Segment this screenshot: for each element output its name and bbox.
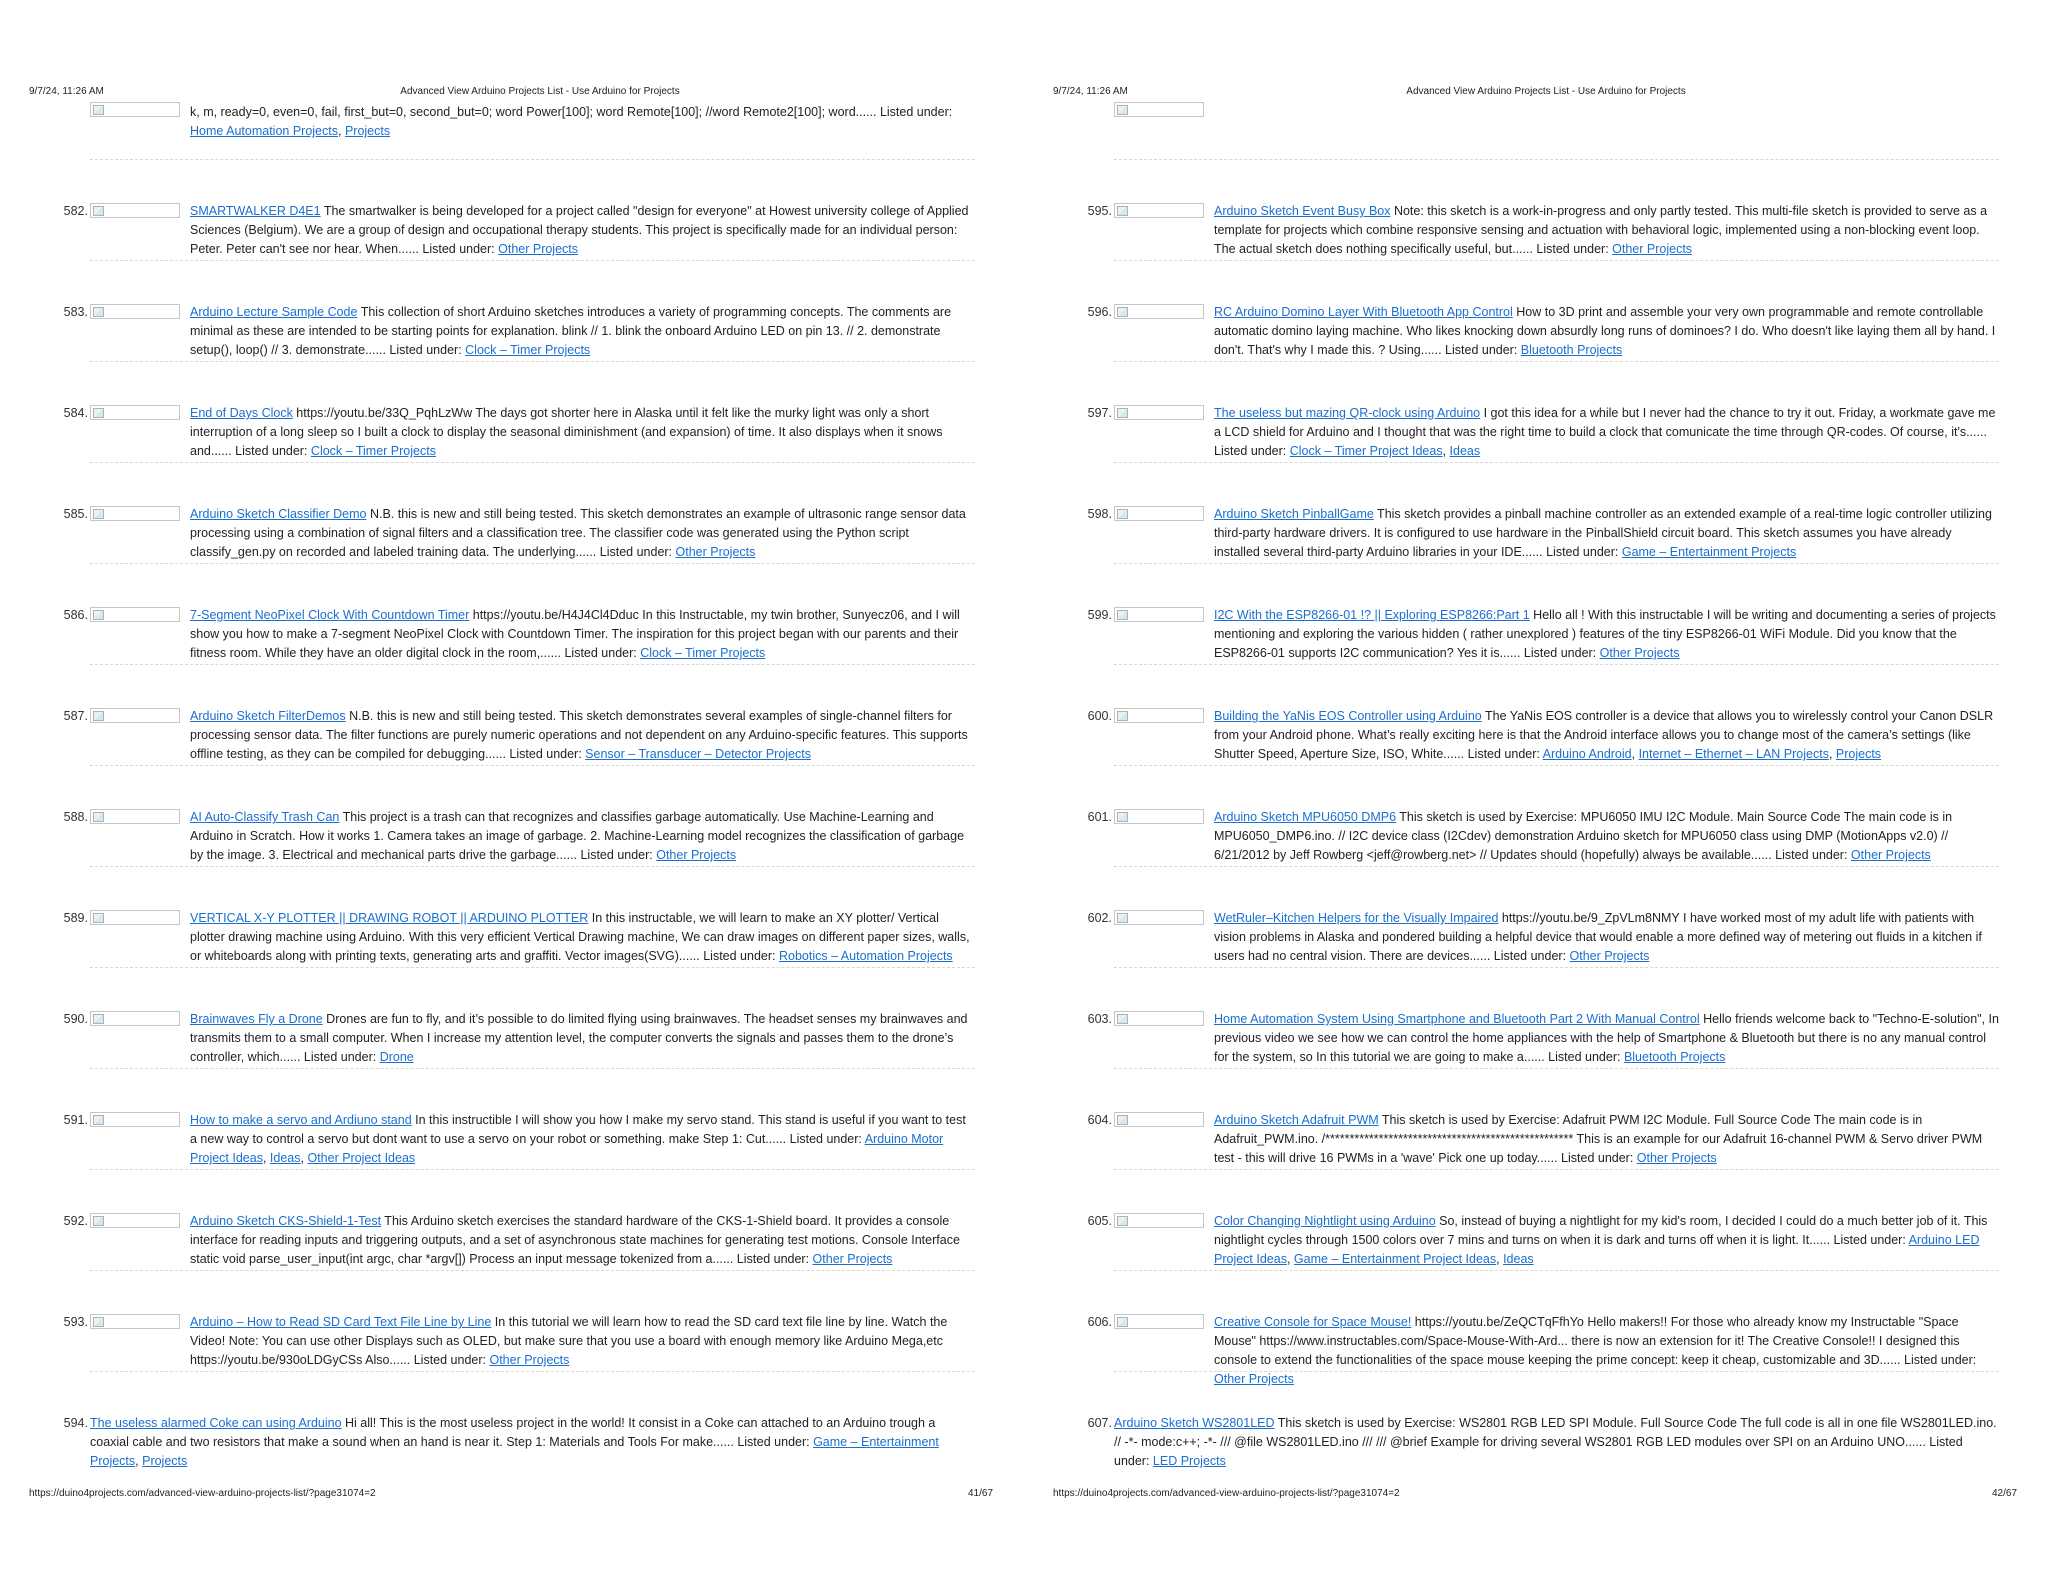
thumbnail-image[interactable] bbox=[1114, 1213, 1204, 1228]
entry-text bbox=[1214, 202, 1999, 259]
project-description: https://youtu.be/ZeQCTqFfhYo Hello makers!! For those who already know my Instructable "Space Mouse" https://www.instructables.com/Space-Mouse-With-Ard... there is now an extension for it! The Creative Console!! I designed this console to extend the functionalities of the space mouse keeping the prime concept: keep it cheap, customizable and 3D...... Listed under: bbox=[1214, 1315, 1977, 1367]
category-link[interactable]: Sensor – Transducer – Detector Projects bbox=[585, 747, 811, 761]
thumbnail-image[interactable] bbox=[90, 304, 180, 319]
project-description: Hi all! This is the most useless project in the world! It consist in a Coke can attached to an Arduino trough a coaxial cable and two resistors that make a sound when an hand is near it. Step 1: Materials and Tools For make...... Listed under: bbox=[90, 1416, 936, 1449]
entry-number: 600. bbox=[1087, 709, 1112, 723]
category-link[interactable]: Ideas bbox=[1449, 444, 1481, 458]
category-link[interactable]: LED Projects bbox=[1152, 1454, 1226, 1468]
project-title-link[interactable]: Arduino Sketch WS2801LED bbox=[1114, 1416, 1275, 1430]
entry-number: 601. bbox=[1087, 810, 1112, 824]
category-link[interactable]: Clock – Timer Project Ideas bbox=[1289, 444, 1443, 458]
thumbnail-image[interactable] bbox=[90, 405, 180, 420]
project-title-link[interactable]: Arduino Sketch Adafruit PWM bbox=[1214, 1113, 1379, 1127]
entry-text bbox=[190, 707, 975, 764]
category-link[interactable]: Other Project Ideas bbox=[307, 1151, 416, 1165]
entry-number: 590. bbox=[63, 1012, 88, 1026]
entry-separator bbox=[1114, 765, 1999, 766]
category-link[interactable]: Game – Entertainment Project Ideas bbox=[1293, 1252, 1497, 1266]
project-title-link[interactable]: RC Arduino Domino Layer With Bluetooth App Control bbox=[1214, 305, 1513, 319]
project-description: This collection of short Arduino sketches introduces a variety of programming concepts. The comments are minimal as these are intended to be starting points for explanation. blink // 1. blink the onboard Arduino LED on pin 13. // 2. demonstrate setup(), loop() // 3. demonstrate...... Listed under: bbox=[190, 305, 952, 357]
entry-number: 592. bbox=[63, 1214, 88, 1228]
category-link[interactable]: Other Projects bbox=[1850, 848, 1931, 862]
project-description: Note: this sketch is a work-in-progress and only partly tested. This multi-file sketch is provided to serve as a template for projects which combine responsive sensing and actuation with behavioral logic, implemented using a non-blocking event loop. The actual sketch does nothing specifically useful, but...... Listed under: bbox=[1214, 204, 1988, 256]
header-title: Advanced View Arduino Projects List - Use Arduino for Projects bbox=[1406, 86, 1686, 97]
page-42 bbox=[1024, 0, 2048, 1582]
entry-number: 582. bbox=[63, 204, 88, 218]
entry-text bbox=[190, 606, 975, 663]
entry-number: 584. bbox=[63, 406, 88, 420]
entry-separator bbox=[90, 361, 975, 362]
page-number: 41/67 bbox=[968, 1488, 994, 1499]
entry-number: 588. bbox=[63, 810, 88, 824]
entry-text bbox=[190, 808, 975, 865]
thumbnail-image[interactable] bbox=[90, 1011, 180, 1026]
category-link[interactable]: Other Projects bbox=[675, 545, 756, 559]
thumbnail-image[interactable] bbox=[90, 1314, 180, 1329]
category-link[interactable]: Other Projects bbox=[656, 848, 737, 862]
entry-text: The useless but mazing QR-clock using Arduino I got this idea for a while but I never had the chance to try it out. Friday, a workmate gave me a LCD shield for Arduino and I thought that was the right time to build a clock that comunicate the time through QR-codes. Of course, it's...... Listed under: Clock – Timer Project Ideas, Ideas bbox=[1214, 406, 1996, 458]
page-number: 42/67 bbox=[1992, 1488, 2018, 1499]
category-link[interactable]: Other Projects bbox=[1599, 646, 1680, 660]
entry-number: 583. bbox=[63, 305, 88, 319]
project-title-link[interactable]: The useless alarmed Coke can using Arduino bbox=[90, 1416, 342, 1430]
entry-text bbox=[190, 505, 975, 562]
entry-text bbox=[1214, 1111, 1999, 1168]
entry-separator bbox=[90, 765, 975, 766]
entry-separator bbox=[1114, 664, 1999, 665]
entry-text bbox=[190, 1010, 975, 1067]
project-description: So, instead of buying a nightlight for my kid's room, I decided I could do a much better job of it. This nightlight cycles through 1500 colors over 7 mins and turns on when it is dark and turns off when it is light. It...... Listed under: bbox=[1214, 1214, 1988, 1247]
entry-separator bbox=[90, 1068, 975, 1069]
project-title-link[interactable]: VERTICAL X-Y PLOTTER || DRAWING ROBOT || ARDUINO PLOTTER bbox=[190, 911, 589, 925]
entry-number: 602. bbox=[1087, 911, 1112, 925]
category-link[interactable]: Arduino Motor Project Ideas bbox=[190, 1132, 944, 1165]
category-link[interactable]: Other Projects bbox=[489, 1353, 570, 1367]
category-link[interactable]: Projects bbox=[344, 124, 391, 138]
project-title-link[interactable]: Building the YaNis EOS Controller using Arduino bbox=[1214, 709, 1482, 723]
entry-separator bbox=[90, 967, 975, 968]
thumbnail-image[interactable] bbox=[1114, 405, 1204, 420]
footer-url: https://duino4projects.com/advanced-view-arduino-projects-list/?page31074=2 bbox=[1053, 1488, 1400, 1499]
thumbnail-image[interactable] bbox=[1114, 1011, 1204, 1026]
entry-text: The useless alarmed Coke can using Arduino Hi all! This is the most useless project in the world! It consist in a Coke can attached to an Arduino trough a coaxial cable and two resistors that make a sound when an hand is near it. Step 1: Materials and Tools For make...... Listed under: Game – Entertainment Projects, Projects bbox=[90, 1416, 939, 1468]
project-description: N.B. this is new and still being tested. This sketch demonstrates several examples of single-channel filters for processing sensor data. The filter functions are purely numeric operations and not dependent on any Arduino-specific features. This supports offline testing, as they can be compiled for debugging...... Listed under: bbox=[190, 709, 968, 761]
entry-text bbox=[1114, 1414, 1999, 1471]
entry-number: 605. bbox=[1087, 1214, 1112, 1228]
project-title-link[interactable]: The useless but mazing QR-clock using Arduino bbox=[1214, 406, 1481, 420]
project-title-link[interactable]: Arduino Lecture Sample Code bbox=[190, 305, 358, 319]
entry-separator bbox=[1114, 563, 1999, 564]
category-link[interactable]: Other Projects bbox=[812, 1252, 893, 1266]
category-link[interactable]: Internet – Ethernet – LAN Projects bbox=[1638, 747, 1829, 761]
category-link[interactable]: Home Automation Projects bbox=[190, 124, 338, 138]
project-description: How to 3D print and assemble your very own programmable and remote controllable automatic domino laying machine. Who likes knocking down absurdly long runs of dominoes? I do. Who doesn't like laying them all by hand. I don't. That's why I made this. ? Using...... Listed under: bbox=[1214, 305, 1996, 357]
thumbnail-image[interactable] bbox=[1114, 1112, 1204, 1127]
thumbnail-image[interactable] bbox=[1114, 304, 1204, 319]
entry-text bbox=[1214, 1010, 1999, 1067]
project-title-link[interactable]: Color Changing Nightlight using Arduino bbox=[1214, 1214, 1436, 1228]
entry-separator bbox=[1114, 159, 1999, 160]
project-description: This sketch is used by Exercise: WS2801 RGB LED SPI Module. Full Source Code The full code is all in one file WS2801LED.ino. // -*- mode:c++; -*- /// @file WS2801LED.ino /// /// @brief Example for driving several WS2801 RGB LED modules over SPI on an Arduino UNO...... Listed under: bbox=[1114, 1416, 1997, 1468]
project-title-link[interactable]: Arduino Sketch Classifier Demo bbox=[190, 507, 367, 521]
category-link[interactable]: Other Projects bbox=[1569, 949, 1650, 963]
entry-number: 607. bbox=[1087, 1416, 1112, 1430]
project-title-link[interactable]: 7-Segment NeoPixel Clock With Countdown Timer bbox=[190, 608, 470, 622]
category-link[interactable]: Bluetooth Projects bbox=[1623, 1050, 1726, 1064]
category-link[interactable]: Other Projects bbox=[1636, 1151, 1717, 1165]
thumbnail-image[interactable] bbox=[90, 607, 180, 622]
entry-separator bbox=[1114, 260, 1999, 261]
entry-separator bbox=[90, 260, 975, 261]
project-description: https://youtu.be/9_ZpVLm8NMY I have worked most of my adult life with patients with vision problems in Alaska and pondered building a helpful device that would enable a more defined way of metering out fluids in a kitchen if users had no central vision. There are devices...... Listed under: bbox=[1214, 911, 1982, 963]
entry-text bbox=[1214, 505, 1999, 562]
entry-number: 596. bbox=[1087, 305, 1112, 319]
entry-separator bbox=[1114, 462, 1999, 463]
project-title-link[interactable]: Arduino Sketch FilterDemos bbox=[190, 709, 346, 723]
entry-text bbox=[1214, 1313, 1999, 1389]
category-link[interactable]: Clock – Timer Projects bbox=[465, 343, 591, 357]
category-link[interactable]: Drone bbox=[379, 1050, 414, 1064]
entry-text: How to make a servo and Ardiuno stand In this instructible I will show you how I make my servo stand. This stand is useful if you want to test a new way to control a servo but dont want to use a servo on your robot or something. make Step 1: Cut...... Listed under: Arduino Motor Project Ideas, Ideas, Other Project Ideas bbox=[190, 1113, 966, 1165]
entry-separator bbox=[90, 1270, 975, 1271]
project-description: I got this idea for a while but I never had the chance to try it out. Friday, a workmate gave me a LCD shield for Arduino and I thought that was the right time to build a clock that comunicate the time through QR-codes. Of course, it's...... Listed under: bbox=[1214, 406, 1996, 458]
thumbnail-image[interactable] bbox=[90, 203, 180, 218]
thumbnail-image[interactable] bbox=[1114, 102, 1204, 117]
entry-separator bbox=[90, 563, 975, 564]
entry-number: 585. bbox=[63, 507, 88, 521]
entry-number: 599. bbox=[1087, 608, 1112, 622]
project-description: This sketch is used by Exercise: Adafruit PWM I2C Module. Full Source Code The main code is in Adafruit_PWM.ino. /*************************************************** This is an example for our Adafruit 16-channel PWM & Servo driver PWM test - this will drive 16 PWMs in a 'wave' Pick one up today...... Listed under: bbox=[1214, 1113, 1983, 1165]
thumbnail-image[interactable] bbox=[1114, 809, 1204, 824]
entry-text bbox=[190, 1313, 975, 1370]
entry-text bbox=[190, 202, 975, 259]
header-date: 9/7/24, 11:26 AM bbox=[29, 86, 104, 97]
entry-separator bbox=[90, 1169, 975, 1170]
project-title-link[interactable]: Arduino – How to Read SD Card Text File Line by Line bbox=[190, 1315, 492, 1329]
entry-text bbox=[1214, 909, 1999, 966]
category-link[interactable]: Clock – Timer Projects bbox=[310, 444, 436, 458]
project-title-link[interactable]: I2C With the ESP8266-01 !? || Exploring ESP8266:Part 1 bbox=[1214, 608, 1530, 622]
project-description: In this tutorial we will learn how to read the SD card text file line by line. Watch the Video! Note: You can use other Displays such as OLED, but make sure that you use a board with enough memory like Arduino Mega,etc https://youtu.be/930oLDGyCSs Also...... Listed under: bbox=[190, 1315, 948, 1367]
entry-number: 589. bbox=[63, 911, 88, 925]
project-description: https://youtu.be/H4J4Cl4Dduc In this Instructable, my twin brother, Sunyecz06, and I will show you how to make a 7-segment NeoPixel Clock with Countdown Timer. The inspiration for this project began with our parents and their fitness room. While they have an older digital clock in the room,...... Listed under: bbox=[190, 608, 960, 660]
thumbnail-image[interactable] bbox=[1114, 607, 1204, 622]
category-link[interactable]: Arduino LED Project Ideas bbox=[1214, 1233, 1980, 1266]
project-title-link[interactable]: Brainwaves Fly a Drone bbox=[190, 1012, 323, 1026]
thumbnail-image[interactable] bbox=[90, 910, 180, 925]
thumbnail-image[interactable] bbox=[1114, 506, 1204, 521]
entry-separator bbox=[90, 664, 975, 665]
entry-separator bbox=[1114, 1371, 1999, 1372]
thumbnail-image[interactable] bbox=[90, 1112, 180, 1127]
category-link[interactable]: Ideas bbox=[269, 1151, 301, 1165]
entry-separator bbox=[1114, 1068, 1999, 1069]
project-title-link[interactable]: Arduino Sketch CKS-Shield-1-Test bbox=[190, 1214, 382, 1228]
project-description: This project is a trash can that recognizes and classifies garbage automatically. Use Machine-Learning and Arduino in Scratch. How it works 1. Camera takes an image of garbage. 2. Machine-Learning model recognizes the classification of garbage by the image. 3. Electrical and mechanical parts drive the garbage...... Listed under: bbox=[190, 810, 965, 862]
entry-number: 597. bbox=[1087, 406, 1112, 420]
category-link[interactable]: Robotics – Automation Projects bbox=[778, 949, 953, 963]
project-description: Hello friends welcome back to "Techno-E-solution", In previous video we see how we can control the home appliances with the help of Smartphone & Bluetooth but there is no any manual control for the system, so In this tutorial we are going to make a...... Listed under: bbox=[1214, 1012, 1999, 1064]
thumbnail-image[interactable] bbox=[90, 708, 180, 723]
entry-number: 591. bbox=[63, 1113, 88, 1127]
category-link[interactable]: Game – Entertainment Projects bbox=[1621, 545, 1797, 559]
project-description: This Arduino sketch exercises the standard hardware of the CKS-1-Shield board. It provides a console interface for reading inputs and triggering outputs, and a set of asynchronous state machines for generating test motions. Console Interface static void parse_user_input(int argc, char *argv[]) Process an input message tokenized from a...... Listed under: bbox=[190, 1214, 960, 1266]
category-link[interactable]: Arduino Android bbox=[1542, 747, 1632, 761]
project-title-link[interactable]: Arduino Sketch MPU6050 DMP6 bbox=[1214, 810, 1397, 824]
project-title-link[interactable]: Creative Console for Space Mouse! bbox=[1214, 1315, 1412, 1329]
project-description: Hello all ! With this instructable I will be writing and documenting a series of projects mentioning and exploring the various hidden ( rather unexplored ) features of the tiny ESP8266-01 WiFi Module. Did you know that the ESP8266-01 supports I2C communication? Yes it is...... Listed under: bbox=[1214, 608, 1996, 660]
thumbnail-image[interactable] bbox=[90, 1213, 180, 1228]
entry-text: Color Changing Nightlight using Arduino So, instead of buying a nightlight for my kid's room, I decided I could do a much better job of it. This nightlight cycles through 1500 colors over 7 mins and turns on when it is dark and turns off when it is light. It...... Listed under: Arduino LED Project Ideas, Game – Entertainment Project Ideas, Ideas bbox=[1214, 1214, 1988, 1266]
entry-text bbox=[190, 909, 975, 966]
thumbnail-image[interactable] bbox=[1114, 203, 1204, 218]
entry-number: 595. bbox=[1087, 204, 1112, 218]
project-title-link[interactable]: AI Auto-Classify Trash Can bbox=[190, 810, 340, 824]
thumbnail-image[interactable] bbox=[90, 102, 180, 117]
project-description: The YaNis EOS controller is a device that allows you to wirelessly control your Canon DSLR from your Android phone. What’s really exciting here is that the Android interface allows you to change most of the camera’s settings (like Shutter Speed, Aperture Size, ISO, White...... Listed under: bbox=[1214, 709, 1994, 761]
category-link[interactable]: Other Projects bbox=[1214, 1372, 1294, 1386]
project-description: N.B. this is new and still being tested. This sketch demonstrates an example of ultrasonic range sensor data processing using a combination of signal filters and a classification tree. The classifier code was generated using the Python script classify_gen.py on recorded and labeled training data. The underlying...... Listed under: bbox=[190, 507, 966, 559]
category-link[interactable]: Bluetooth Projects bbox=[1520, 343, 1623, 357]
project-title-link[interactable]: Arduino Sketch Event Busy Box bbox=[1214, 204, 1391, 218]
project-title-link[interactable]: Arduino Sketch PinballGame bbox=[1214, 507, 1374, 521]
category-link[interactable]: Other Projects bbox=[498, 242, 579, 256]
entry-text: Building the YaNis EOS Controller using Arduino The YaNis EOS controller is a device that allows you to wirelessly control your Canon DSLR from your Android phone. What’s really exciting here is that the Android interface allows you to change most of the camera’s settings (like Shutter Speed, Aperture Size, ISO, White...... Listed under: Arduino Android, Internet – Ethernet – LAN Projects, Projects bbox=[1214, 709, 1994, 761]
entry-separator bbox=[1114, 1169, 1999, 1170]
entry-number: 598. bbox=[1087, 507, 1112, 521]
entry-separator bbox=[1114, 967, 1999, 968]
thumbnail-image[interactable] bbox=[90, 506, 180, 521]
entry-number: 587. bbox=[63, 709, 88, 723]
entry-number: 603. bbox=[1087, 1012, 1112, 1026]
entry-separator bbox=[90, 159, 975, 160]
project-title-link[interactable]: How to make a servo and Ardiuno stand bbox=[190, 1113, 412, 1127]
footer-url: https://duino4projects.com/advanced-view-arduino-projects-list/?page31074=2 bbox=[29, 1488, 376, 1499]
category-link[interactable]: Projects bbox=[142, 1454, 188, 1468]
entry-separator bbox=[1114, 361, 1999, 362]
entry-text bbox=[190, 404, 975, 461]
project-description: Drones are fun to fly, and it’s possible to do limited flying using brainwaves. The headset senses my brainwaves and transmits them to a small computer. When I increase my attention level, the computer converts the signals and passes them to the drone’s controller, which...... Listed under: bbox=[190, 1012, 968, 1064]
thumbnail-image[interactable] bbox=[90, 809, 180, 824]
project-title-link[interactable]: WetRuler–Kitchen Helpers for the Visually Impaired bbox=[1214, 911, 1499, 925]
entry-separator bbox=[90, 866, 975, 867]
project-description: In this instructable, we will learn to make an XY plotter/ Vertical plotter drawing machine using Arduino. With this very efficient Vertical Drawing machine, We can draw images on different paper sizes, walls, or whiteboards along with printing texts, generating arts and graffiti. Vector images(SVG)...... Listed under: bbox=[190, 911, 970, 963]
entry-separator bbox=[90, 462, 975, 463]
entry-text bbox=[1214, 606, 1999, 663]
header-date: 9/7/24, 11:26 AM bbox=[1053, 86, 1128, 97]
entry-text bbox=[1214, 808, 1999, 865]
thumbnail-image[interactable] bbox=[1114, 708, 1204, 723]
project-description: The smartwalker is being developed for a project called "design for everyone" at Howest university college of Applied Sciences (Belgium). We are a group of design and occupational therapy students. This project is specifically made for an individual person: Peter. Peter can't see nor hear. When...... Listed under: bbox=[190, 204, 969, 256]
entry-separator bbox=[1114, 866, 1999, 867]
entry-separator bbox=[1114, 1270, 1999, 1271]
entry-separator bbox=[90, 1371, 975, 1372]
project-description: k, m, ready=0, even=0, fail, first_but=0, second_but=0; word Power[100]; word Remote[100]; //word Remote2[100]; word...... Listed under: bbox=[190, 105, 953, 119]
entry-number: 593. bbox=[63, 1315, 88, 1329]
category-link[interactable]: Game – Entertainment Projects bbox=[90, 1435, 939, 1468]
entry-number: 604. bbox=[1087, 1113, 1112, 1127]
project-description: This sketch is used by Exercise: MPU6050 IMU I2C Module. Main Source Code The main code is in MPU6050_DMP6.ino. // I2C device class (I2Cdev) demonstration Arduino sketch for MPU6050 class using DMP (MotionApps v2.0) // 6/21/2012 by Jeff Rowberg <jeff@rowberg.net> // Updates should (hopefully) always be available...... Listed under: bbox=[1214, 810, 1953, 862]
category-link[interactable]: Ideas bbox=[1503, 1252, 1534, 1266]
entry-number: 586. bbox=[63, 608, 88, 622]
continued-entry-text: k, m, ready=0, even=0, fail, first_but=0, second_but=0; word Power[100]; word Remote[100]; //word Remote2[100]; word...... Listed under: Home Automation Projects, Projects bbox=[190, 105, 953, 138]
project-description: https://youtu.be/33Q_PqhLzWw The days got shorter here in Alaska until it felt like the murky light was only a short interruption of a long sleep so I built a clock to display the seasonal diminishment (and expansion) of time. It also displays when it snows and...... Listed under: bbox=[190, 406, 943, 458]
entry-text bbox=[190, 303, 975, 360]
category-link[interactable]: Clock – Timer Projects bbox=[640, 646, 766, 660]
category-link[interactable]: Other Projects bbox=[1612, 242, 1693, 256]
thumbnail-image[interactable] bbox=[1114, 910, 1204, 925]
project-title-link[interactable]: Home Automation System Using Smartphone and Bluetooth Part 2 With Manual Control bbox=[1214, 1012, 1700, 1026]
entry-number: 594. bbox=[63, 1416, 88, 1430]
project-title-link[interactable]: End of Days Clock bbox=[190, 406, 293, 420]
category-link[interactable]: Projects bbox=[1835, 747, 1882, 761]
entry-text bbox=[190, 1212, 975, 1269]
entry-number: 606. bbox=[1087, 1315, 1112, 1329]
project-description: This sketch provides a pinball machine controller as an extended example of a real-time logic controller utilizing third-party hardware drivers. It is configured to use hardware in the PinballShield circuit board. This sketch assumes you have already installed several third-party Arduino libraries in your IDE...... Listed under: bbox=[1214, 507, 1992, 559]
entry-text bbox=[1214, 303, 1999, 360]
thumbnail-image[interactable] bbox=[1114, 1314, 1204, 1329]
project-title-link[interactable]: SMARTWALKER D4E1 bbox=[190, 204, 321, 218]
header-title: Advanced View Arduino Projects List - Use Arduino for Projects bbox=[400, 86, 680, 97]
project-description: In this instructible I will show you how I make my servo stand. This stand is useful if you want to test a new way to control a servo but dont want to use a servo on your robot or something. make Step 1: Cut...... Listed under: bbox=[190, 1113, 966, 1146]
